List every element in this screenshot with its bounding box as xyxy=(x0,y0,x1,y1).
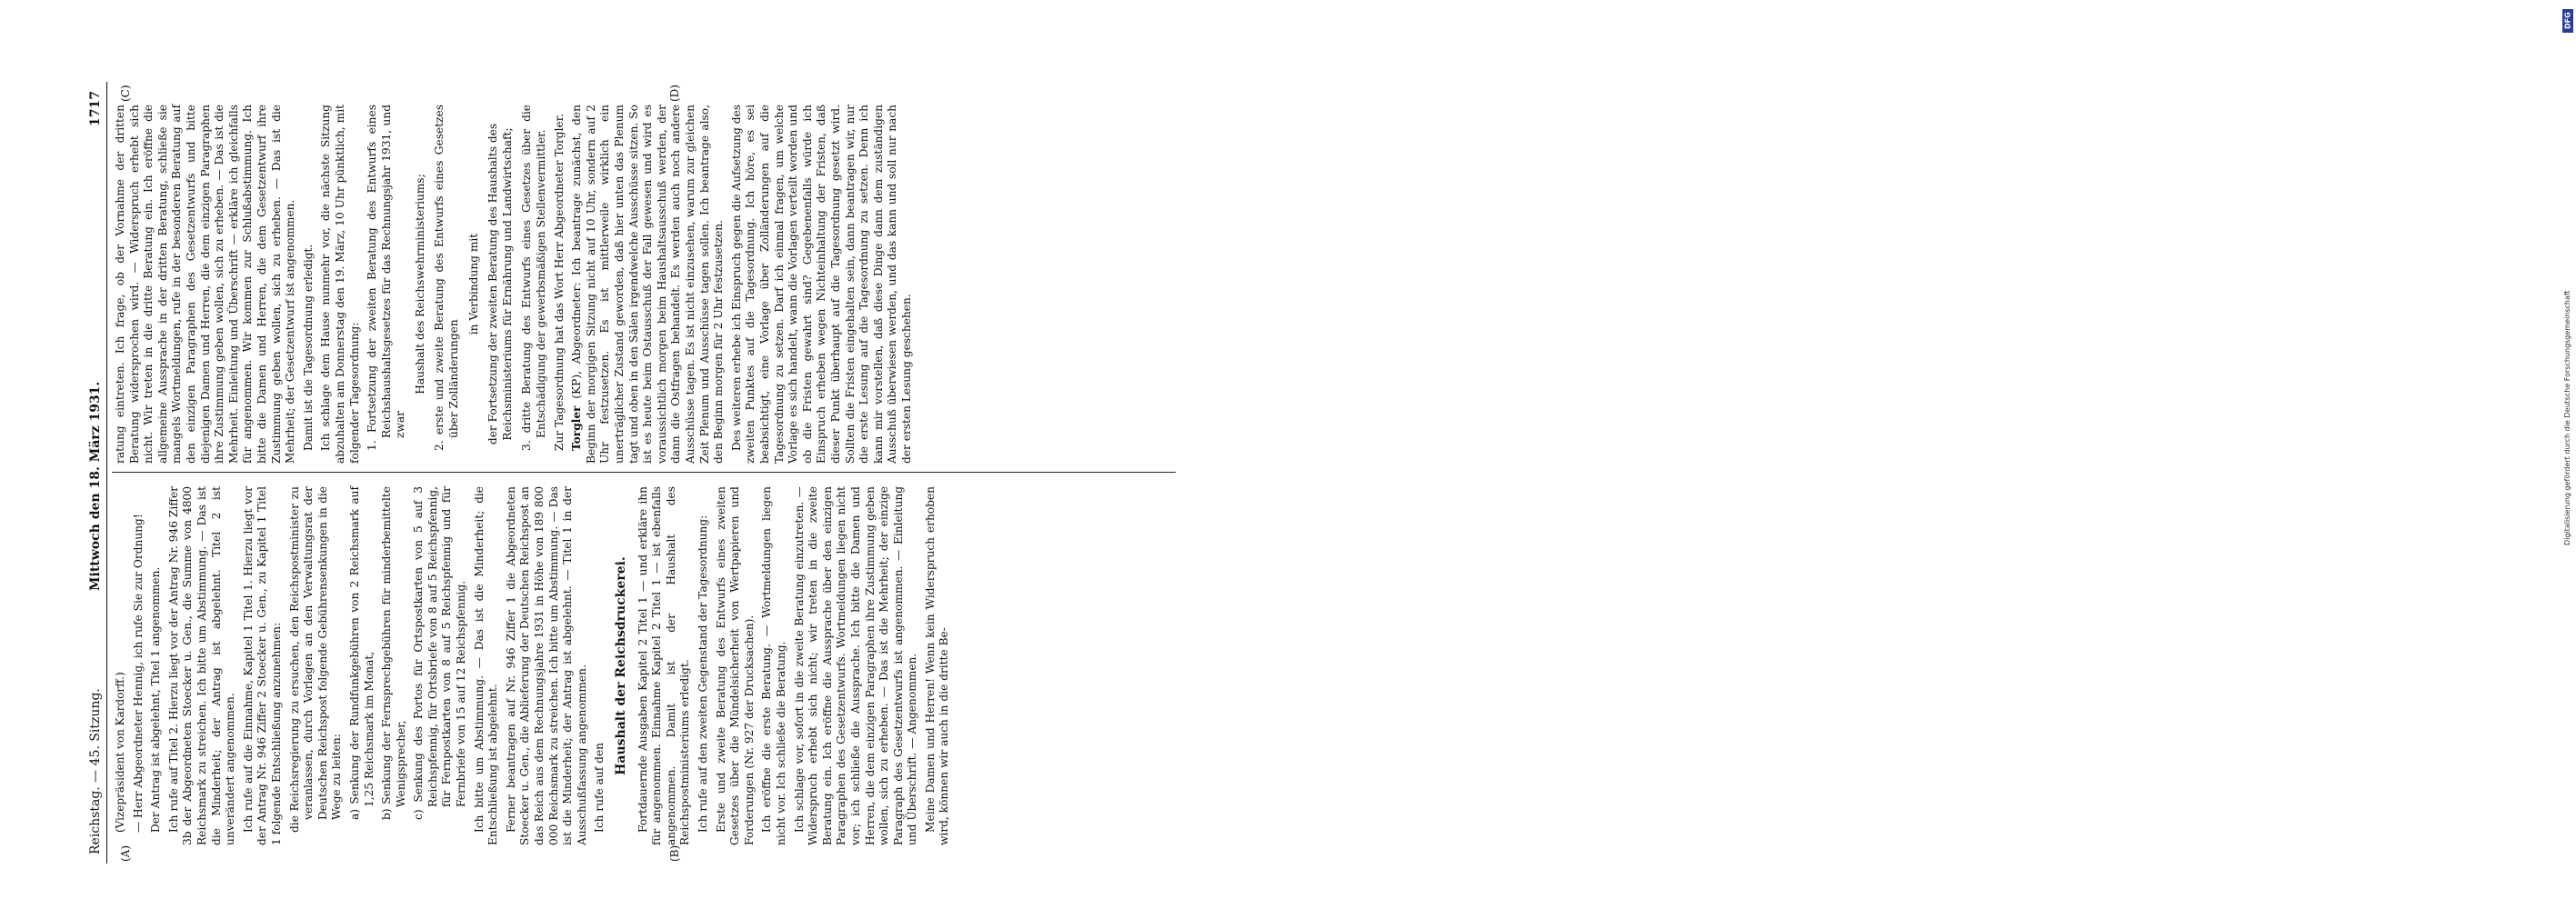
paragraph: Ich rufe auf Titel 2. Hierzu liegt vor der Antrag Nr. 946 Ziffer 3b der Abgeordneten Stoecker u. Gen., die Summe von 4800 Reichsmark zu streichen. Ich bitte um Abstimmung. — Das ist die Minderheit; der Antrag ist abgelehnt. Titel 2 ist unverändert angenommen. xyxy=(166,486,237,845)
dfg-logo: DFG xyxy=(2562,9,2573,33)
header-session: Reichstag. — 45. Sitzung. xyxy=(88,688,103,854)
paragraph: — Herr Abgeordneter Hennig, ich rufe Sie zur Ordnung! xyxy=(131,514,145,833)
right-column xyxy=(114,105,1178,464)
paragraph: Ich rufe auf die Einnahme, Kapitel 1 Titel 1. Hierzu liegt vor der Antrag Nr. 946 Ziffer 2 Stoecker u. Gen., zu Kapitel 1 Titel 1 folgende Entschließung anzunehmen: xyxy=(241,486,283,845)
paragraph: Ferner beantragen auf Nr. 946 Ziffer 1 die Abgeordneten Stoecker u. Gen., die Ablieferung der Deutschen Reichspost an das Reich aus dem Rechnungsjahre 1931 in Höhe von 189 800 000 Reichsmark zu streichen. Ich bitte um Abstimmung. — Das ist die Minderheit; der Antrag ist abgelehnt. — Titel 1 in der Ausschußfassung angenommen. xyxy=(504,486,588,845)
left-column xyxy=(114,486,1178,845)
margin-mark-d: (D) xyxy=(668,85,681,102)
header-date: Mittwoch den 18. März 1931. xyxy=(88,381,103,591)
margin-mark-a: (A) xyxy=(119,844,132,862)
section-heading: Haushalt der Reichsdruckerei. xyxy=(614,556,628,775)
paragraph: Erste und zweite Beratung des Entwurfs eines zweiten Gesetzes über die Mündelsicherheit von Wertpapieren und Forderungen (Nr. 927 der Drucksachen). xyxy=(714,486,756,845)
speaker-paragraph xyxy=(570,105,727,464)
funding-sidebar xyxy=(1271,0,2572,909)
list-item: a) Senkung der Rundfunkgebühren von 2 Reichsmark auf 1,25 Reichsmark im Monat, xyxy=(347,486,376,820)
paragraph: Damit ist die Tagesordnung erledigt. xyxy=(301,244,315,451)
paragraph: Ich eröffne die erste Beratung. — Wortmeldungen liegen nicht vor. Ich schließe die Beratung. xyxy=(760,486,787,845)
speaker-name: Torgler xyxy=(570,405,584,451)
paragraph: Fortdauernde Ausgaben Kapitel 2 Titel 1 — und erkläre ihn für angenommen. Einnahme Kapitel 2 Titel 1 — ist ebenfalls angenommen. Damit ist der Haushalt des Reichspostministeriums erledigt. xyxy=(636,486,692,845)
column-divider xyxy=(112,472,1176,473)
list-item: 1. Fortsetzung der zweiten Beratung des Entwurfs eines Reichshaushaltsgesetzes für das Rechnungsjahr 1931, und zwar xyxy=(366,105,407,451)
paragraph: Ich schlage vor, sofort in die zweite Beratung einzutreten. — Widerspruch erhebt sich nicht; wir treten in die zweite Beratung ein. Ich eröffne die Aussprache über den einzigen Paragraphen des Gesetzentwurfs. Wortmeldungen liegen nicht vor; ich schließe die Aussprache. Ich bitte die Damen und Herren, die dem einzigen Paragraphen ihre Zustimmung geben wollen, sich zu erheben. — Das ist die Mehrheit; der einzige Paragraph des Gesetzentwurfs ist angenommen. — Einleitung und Überschrift. — Angenommen. xyxy=(792,486,919,845)
speech-text: (KP), Abgeordneter: Ich beantrage zunächst, den Beginn der morgigen Sitzung nicht auf 10 Uhr, sondern auf 2 Uhr festzusetzen. Es ist mittlerweile wirklich ein unerträglicher Zustand geworden, daß hier unten das Plenum tagt und oben in den Sälen irgendwelche Ausschüsse sitzen. So ist es heute beim Ostausschuß der Fall gewesen und wird es voraussichtlich morgen beim Haushaltsausschuß werden, der dann die Ostfragen behandelt. Es werden auch noch andere Ausschüsse tagen. Es ist nicht einzusehen, warum zur gleichen Zeit Plenum und Ausschüsse tagen sollen. Ich beantrage also, den Beginn morgen für 2 Uhr festzusetzen. xyxy=(570,105,726,464)
funding-note: Digitalisierung gefördert durch die Deutsche Forschungsgemeinschaft xyxy=(2563,290,2571,545)
paragraph: Des weiteren erhebe ich Einspruch gegen die Aufsetzung des zweiten Punktes auf die Tagesordnung. Ich höre, es sei beabsichtigt, eine Vorlage über Zolländerungen auf die Tagesordnung zu setzen. Darf ich einmal fragen, um welche Vorlage es sich handelt, wann die Vorlagen verteilt worden und ob die Fristen gewahrt sind? Gegebenenfalls würde ich Einspruch erheben wegen Nichteinhaltung der Fristen, daß dieser Punkt überhaupt auf die Tagesordnung gesetzt wird. Sollten die Fristen eingehalten sein, dann beantragen wir, nur die erste Lesung auf die Tagesordnung zu setzen. Denn ich kann mir vorstellen, daß diese Dinge dann dem zuständigen Ausschuß überwiesen werden, und das kann und soll nur nach der ersten Lesung geschehen. xyxy=(729,104,913,464)
centered-line: in Verbindung mit xyxy=(466,233,480,335)
list-item: c) Senkung des Portos für Ortspostkarten von 5 auf 3 Reichspfennig, für Ortsbriefe von 8 auf 5 Reichspfennig, für Fernpostkarten von 8 auf 5 Reichspfennig und für Fernbriefe von 15 auf 12 Reichspfennig. xyxy=(412,486,468,820)
paragraph: ratung eintreten. Ich frage, ob der Vornahme der dritten Beratung widersprochen wird. — Widerspruch erhebt sich nicht. Wir treten in die dritte Beratung ein. Ich eröffne die allgemeine Aussprache in der dritten Beratung, schließe sie mangels Wortmeldungen, rufe in der besonderen Beratung auf den einzigen Paragraphen des Gesetzentwurfs und bitte diejenigen Damen und Herren, die dem einzigen Paragraphen ihre Zustimmung geben wollen, sich zu erheben. — Das ist die Mehrheit. Einleitung und Überschrift — erkläre ich gleichfalls für angenommen. Wir kommen zur Schlußabstimmung. Ich bitte die Damen und Herren, die dem Gesetzentwurf ihre Zustimmung geben wollen, sich zu erheben. — Das ist die Mehrheit; der Gesetzentwurf ist angenommen. xyxy=(114,105,297,464)
centered-line: Haushalt des Reichswehrministeriums; xyxy=(413,174,426,395)
document-page-wrap xyxy=(86,82,1196,864)
paragraph: Meine Damen und Herren! Wenn kein Widerspruch erhoben wird, können wir auch in die dritte Be- xyxy=(923,486,951,845)
paragraph: Zur Tagesordnung hat das Wort Herr Abgeordneter Torgler. xyxy=(552,113,566,451)
document-page xyxy=(86,82,1196,864)
paragraph: Ich schlage dem Hause nunmehr vor, die nächste Sitzung abzuhalten am Donnerstag den 19. März, 10 Uhr pünktlich, mit folgender Tagesordnung: xyxy=(319,105,361,464)
margin-mark-c: (C) xyxy=(119,85,132,102)
list-item: 3. dritte Beratung des Entwurfs eines Gesetzes über die Entschädigung der gewerbsmäßigen Stellenvermittler. xyxy=(520,105,548,451)
page-header xyxy=(86,82,107,864)
paragraph: Ich rufe auf den zweiten Gegenstand der Tagesordnung: xyxy=(696,514,709,833)
list-item: b) Senkung der Fernsprechgebühren für minderbemittelte Wenigsprecher, xyxy=(380,486,407,820)
margin-mark-b: (B) xyxy=(668,844,681,862)
paragraph: Der Antrag ist abgelehnt, Titel 1 angenommen. xyxy=(149,566,163,833)
list-item: 2. erste und zweite Beratung des Entwurfs eines Gesetzes über Zolländerungen xyxy=(433,105,461,451)
page-number: 1717 xyxy=(88,91,103,126)
paragraph: Ich bitte um Abstimmung. — Das ist die Minderheit; die Entschließung ist abgelehnt. xyxy=(472,486,500,845)
speaker-note: (Vizepräsident von Kardorff.) xyxy=(114,672,126,833)
centered-line: der Fortsetzung der zweiten Beratung des Haushalts des Reichsministeriums für Ernährung und Landwirtschaft; xyxy=(486,123,514,445)
paragraph: die Reichsregierung zu ersuchen, den Reichspostminister zu veranlassen, durch Vorlagen an den Verwaltungsrat der Deutschen Reichspost folgende Gebührensenkungen in die Wege zu leiten: xyxy=(287,486,344,833)
paragraph: Ich rufe auf den xyxy=(593,743,606,833)
